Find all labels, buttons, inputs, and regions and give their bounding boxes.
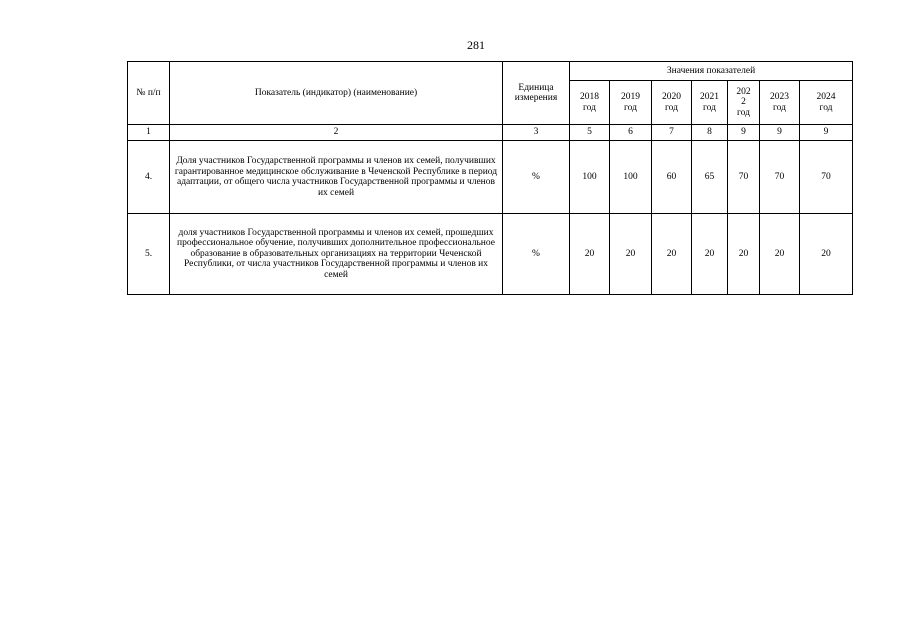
header-indicator: Показатель (индикатор) (наименование): [170, 62, 503, 125]
column-number: 6: [610, 125, 652, 141]
header-year: 2021 год: [692, 81, 728, 125]
header-year: 2023 год: [760, 81, 800, 125]
row-value: 60: [652, 141, 692, 214]
header-year: 2020 год: [652, 81, 692, 125]
header-year: 2019 год: [610, 81, 652, 125]
column-number: 1: [128, 125, 170, 141]
column-number: 9: [800, 125, 853, 141]
row-value: 20: [652, 214, 692, 295]
column-number-row: [128, 125, 853, 141]
header-year: 202 2 год: [728, 81, 760, 125]
row-value: 70: [728, 141, 760, 214]
column-number: 5: [570, 125, 610, 141]
row-value: 20: [760, 214, 800, 295]
row-num: 4.: [128, 141, 170, 214]
row-value: 20: [570, 214, 610, 295]
column-number: 2: [170, 125, 503, 141]
row-value: 20: [692, 214, 728, 295]
column-number: 9: [728, 125, 760, 141]
row-value: 70: [800, 141, 853, 214]
table-row: [128, 214, 853, 295]
header-unit: Единица измерения: [503, 62, 570, 125]
header-values-group: Значения показателей: [570, 62, 853, 81]
page-number: 281: [467, 38, 485, 52]
row-value: 100: [610, 141, 652, 214]
row-value: 20: [610, 214, 652, 295]
column-number: 7: [652, 125, 692, 141]
table-row: [128, 141, 853, 214]
row-indicator-name: доля участников Государственной программы и членов их семей, прошедших профессиональное обучение, получивших дополнительное профессиональное образование в образовательных организациях на территории Чеченской Республики, от числа участников Государственной программы и членов их семей: [170, 214, 503, 295]
row-indicator-name: Доля участников Государственной программы и членов их семей, получивших гарантированное медицинское обслуживание в Чеченской Республике в период адаптации, от общего числа участников Государственной программы и членов их семей: [170, 141, 503, 214]
column-number: 3: [503, 125, 570, 141]
row-value: 20: [728, 214, 760, 295]
header-num: № п/п: [128, 62, 170, 125]
row-value: 20: [800, 214, 853, 295]
column-number: 9: [760, 125, 800, 141]
header-year: 2018 год: [570, 81, 610, 125]
row-value: 65: [692, 141, 728, 214]
indicators-table: [127, 61, 853, 295]
row-unit: %: [503, 141, 570, 214]
row-num: 5.: [128, 214, 170, 295]
row-unit: %: [503, 214, 570, 295]
header-year: 2024 год: [800, 81, 853, 125]
header-row-top: [128, 62, 853, 81]
column-number: 8: [692, 125, 728, 141]
row-value: 100: [570, 141, 610, 214]
row-value: 70: [760, 141, 800, 214]
